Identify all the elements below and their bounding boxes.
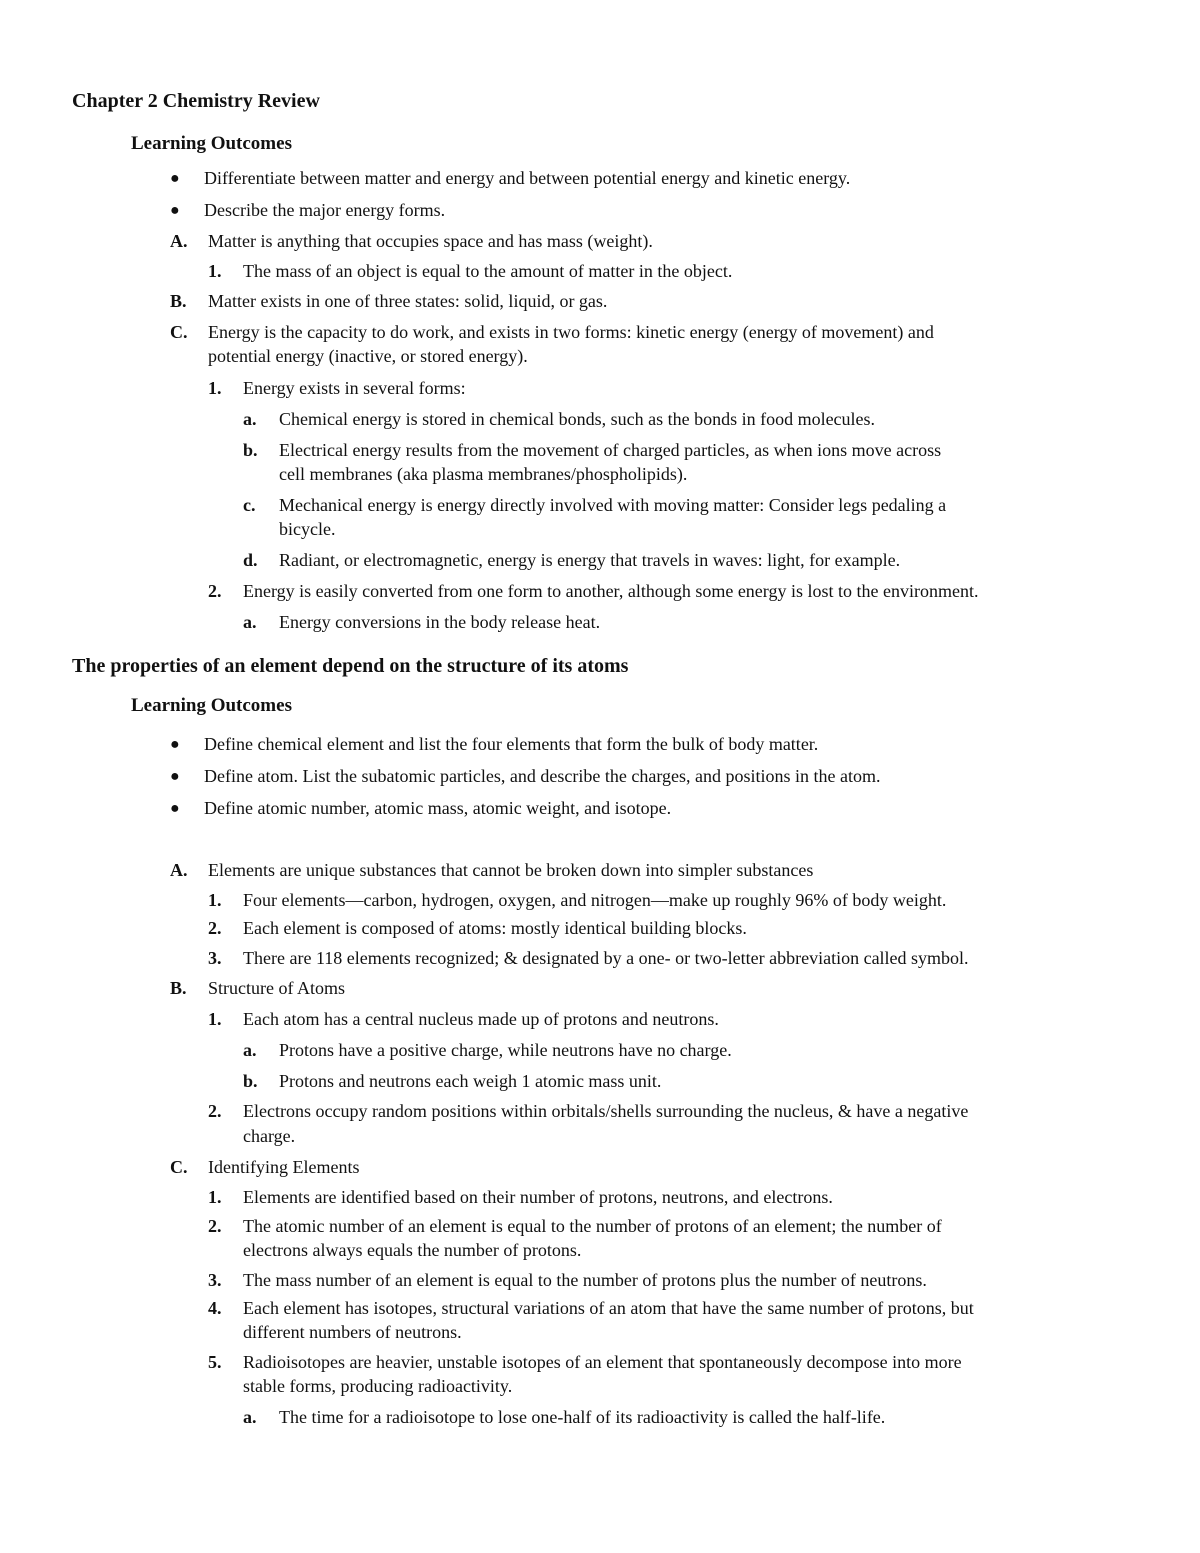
list-item-continued: electrons always equals the number of protons. [243, 1240, 582, 1260]
list-item: Protons have a positive charge, while neutrons have no charge. [279, 1040, 732, 1060]
list-marker: 1. [208, 1009, 222, 1029]
list-item: Elements are unique substances that cannot be broken down into simpler substances [208, 860, 814, 880]
bullet-icon: ● [170, 736, 180, 753]
list-item: Energy conversions in the body release heat. [279, 612, 601, 632]
list-item: The time for a radioisotope to lose one-half of its radioactivity is called the half-life. [279, 1407, 886, 1427]
list-marker: 1. [208, 261, 222, 281]
outcome-item: Define atomic number, atomic mass, atomic weight, and isotope. [204, 798, 672, 818]
list-marker: C. [170, 322, 188, 342]
list-marker: a. [243, 1407, 257, 1427]
list-marker: 3. [208, 948, 222, 968]
bullet-icon: ● [170, 800, 180, 817]
list-item: Four elements—carbon, hydrogen, oxygen, and nitrogen—make up roughly 96% of body weight. [243, 890, 947, 910]
list-marker: 3. [208, 1270, 222, 1290]
list-item-continued: bicycle. [279, 519, 336, 539]
list-item: Each atom has a central nucleus made up of protons and neutrons. [243, 1009, 719, 1029]
list-item-continued: potential energy (inactive, or stored energy). [208, 346, 528, 366]
list-marker: B. [170, 291, 187, 311]
list-marker: 2. [208, 1101, 222, 1121]
list-item: Identifying Elements [208, 1157, 360, 1177]
bullet-icon: ● [170, 170, 180, 187]
list-marker: c. [243, 495, 256, 515]
list-marker: 4. [208, 1298, 222, 1318]
list-marker: 1. [208, 378, 222, 398]
list-marker: b. [243, 440, 258, 460]
list-item: Mechanical energy is energy directly involved with moving matter: Consider legs pedaling a [279, 495, 947, 515]
list-marker: a. [243, 612, 257, 632]
list-item-continued: cell membranes (aka plasma membranes/phospholipids). [279, 464, 688, 484]
list-item: Radiant, or electromagnetic, energy is energy that travels in waves: light, for example. [279, 550, 901, 570]
list-item: Protons and neutrons each weigh 1 atomic mass unit. [279, 1071, 662, 1091]
list-marker: 2. [208, 1216, 222, 1236]
list-marker: 2. [208, 918, 222, 938]
list-marker: A. [170, 860, 188, 880]
list-marker: b. [243, 1071, 258, 1091]
list-item: Matter exists in one of three states: solid, liquid, or gas. [208, 291, 608, 311]
list-marker: 1. [208, 1187, 222, 1207]
learning-outcomes-heading: Learning Outcomes [131, 133, 292, 154]
list-marker: a. [243, 1040, 257, 1060]
learning-outcomes-heading: Learning Outcomes [131, 695, 292, 716]
list-item: The atomic number of an element is equal to the number of protons of an element; the number of [243, 1216, 942, 1236]
list-item-continued: charge. [243, 1126, 296, 1146]
list-item: There are 118 elements recognized; & designated by a one- or two-letter abbreviation called symbol. [243, 948, 969, 968]
outcome-item: Define atom. List the subatomic particles, and describe the charges, and positions in the atom. [204, 766, 881, 786]
list-marker: a. [243, 409, 257, 429]
list-item: Energy is the capacity to do work, and exists in two forms: kinetic energy (energy of movement) and [208, 322, 934, 342]
bullet-icon: ● [170, 202, 180, 219]
list-item-continued: stable forms, producing radioactivity. [243, 1376, 513, 1396]
list-marker: B. [170, 978, 187, 998]
page-title: Chapter 2 Chemistry Review [72, 90, 320, 112]
list-item: Energy is easily converted from one form to another, although some energy is lost to the environment. [243, 581, 979, 601]
list-item: The mass number of an element is equal to the number of protons plus the number of neutrons. [243, 1270, 927, 1290]
outcome-item: Describe the major energy forms. [204, 200, 446, 220]
list-item: Each element is composed of atoms: mostly identical building blocks. [243, 918, 747, 938]
bullet-icon: ● [170, 768, 180, 785]
outcome-item: Differentiate between matter and energy and between potential energy and kinetic energy. [204, 168, 851, 188]
list-item: Chemical energy is stored in chemical bonds, such as the bonds in food molecules. [279, 409, 876, 429]
outcome-item: Define chemical element and list the four elements that form the bulk of body matter. [204, 734, 819, 754]
list-item: Structure of Atoms [208, 978, 345, 998]
list-marker: A. [170, 231, 188, 251]
list-marker: 1. [208, 890, 222, 910]
list-item: Electrical energy results from the movement of charged particles, as when ions move across [279, 440, 942, 460]
list-item: Matter is anything that occupies space and has mass (weight). [208, 231, 653, 251]
list-item: Electrons occupy random positions within orbitals/shells surrounding the nucleus, & have a negative [243, 1101, 969, 1121]
list-marker: C. [170, 1157, 188, 1177]
list-item: Energy exists in several forms: [243, 378, 466, 398]
list-marker: 2. [208, 581, 222, 601]
list-marker: d. [243, 550, 258, 570]
list-item: Elements are identified based on their number of protons, neutrons, and electrons. [243, 1187, 833, 1207]
list-item: Each element has isotopes, structural variations of an atom that have the same number of protons, but [243, 1298, 974, 1318]
list-item-continued: different numbers of neutrons. [243, 1322, 462, 1342]
section-heading: The properties of an element depend on the structure of its atoms [72, 655, 629, 677]
list-item: The mass of an object is equal to the amount of matter in the object. [243, 261, 733, 281]
list-marker: 5. [208, 1352, 222, 1372]
list-item: Radioisotopes are heavier, unstable isotopes of an element that spontaneously decompose into more [243, 1352, 962, 1372]
